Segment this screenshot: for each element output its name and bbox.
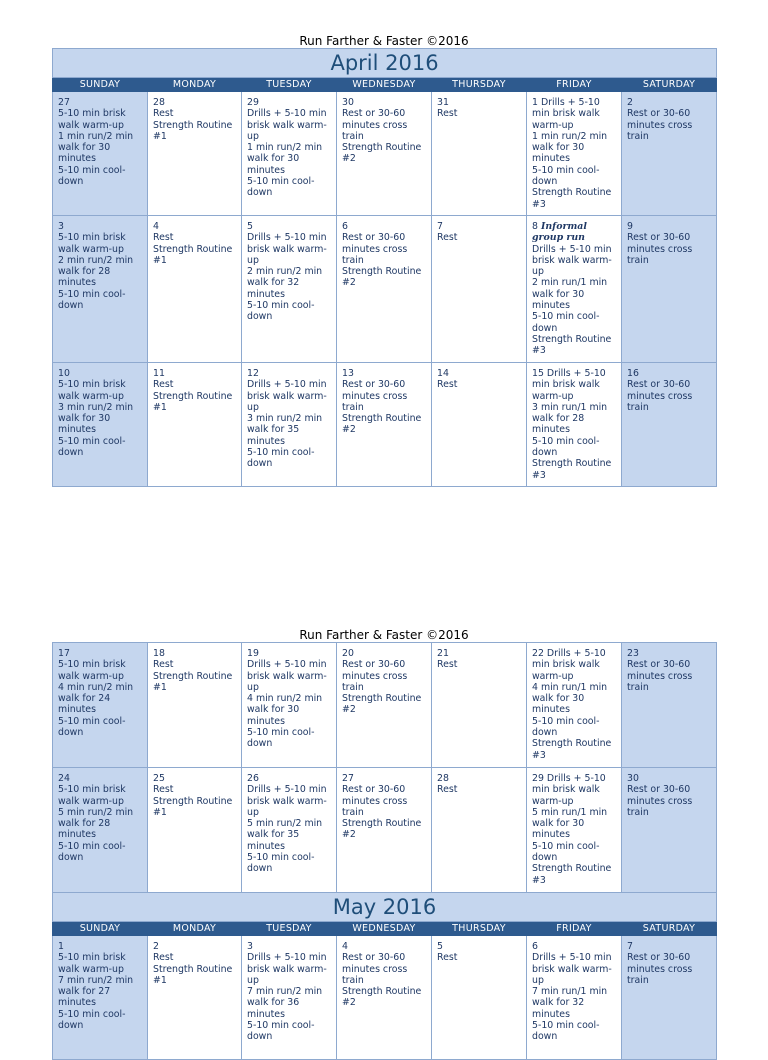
day-detail: Drills + 5-10 min brisk walk warm-up 2 min run/1 min walk for 30 minutes 5-10 min cool-down Strength Routine #3 <box>532 243 612 357</box>
page-header: Run Farther & Faster ©2016 <box>299 34 469 48</box>
day-cell: 23 Rest or 30-60 minutes cross train <box>627 648 693 693</box>
day-cell: 25 Rest Strength Routine #1 <box>153 773 233 818</box>
day-header-saturday: SATURDAY <box>622 78 717 92</box>
day-cell: 27 Rest or 30-60 minutes cross train Strength Routine #2 <box>342 773 422 841</box>
day-cell: 16 Rest or 30-60 minutes cross train <box>627 368 693 413</box>
page-header: Run Farther & Faster ©2016 <box>299 628 469 642</box>
day-cell: 3 Drills + 5-10 min brisk walk warm-up 7 min run/2 min walk for 36 minutes 5-10 min cool-down <box>247 941 327 1043</box>
day-cell: 6 Drills + 5-10 min brisk walk warm-up 7 min run/1 min walk for 32 minutes 5-10 min cool-down <box>532 941 612 1043</box>
day-header-saturday: SATURDAY <box>622 922 717 936</box>
day-cell: 7 Rest or 30-60 minutes cross train <box>627 941 693 986</box>
day-cell: 29 Drills + 5-10 min brisk walk warm-up 1 min run/2 min walk for 30 minutes 5-10 min cool-down <box>247 97 327 199</box>
calendar-april <box>52 48 717 487</box>
day-cell: 17 5-10 min brisk walk warm-up 4 min run/2 min walk for 24 minutes 5-10 min cool-down <box>58 648 134 739</box>
day-cell: 27 5-10 min brisk walk warm-up 1 min run/2 min walk for 30 minutes 5-10 min cool-down <box>58 97 134 188</box>
day-cell: 19 Drills + 5-10 min brisk walk warm-up 4 min run/2 min walk for 30 minutes 5-10 min cool-down <box>247 648 327 750</box>
day-number: 8 <box>532 221 538 232</box>
day-cell: 24 5-10 min brisk walk warm-up 5 min run/2 min walk for 28 minutes 5-10 min cool-down <box>58 773 134 864</box>
day-cell: 4 Rest Strength Routine #1 <box>153 221 233 266</box>
day-header-monday: MONDAY <box>148 922 242 936</box>
day-cell: 14 Rest <box>437 368 458 391</box>
day-cell: 18 Rest Strength Routine #1 <box>153 648 233 693</box>
day-cell: 29 Drills + 5-10 min brisk walk warm-up 5 min run/1 min walk for 30 minutes 5-10 min cool-down Strength Routine #3 <box>532 773 612 886</box>
day-cell: 13 Rest or 30-60 minutes cross train Strength Routine #2 <box>342 368 422 436</box>
day-cell: 3 5-10 min brisk walk warm-up 2 min run/2 min walk for 28 minutes 5-10 min cool-down <box>58 221 134 312</box>
day-cell: 28 Rest Strength Routine #1 <box>153 97 233 142</box>
day-header-friday: FRIDAY <box>527 922 622 936</box>
week-row <box>53 363 717 487</box>
day-header-wednesday: WEDNESDAY <box>337 78 432 92</box>
day-header-tuesday: TUESDAY <box>242 922 337 936</box>
day-cell: 11 Rest Strength Routine #1 <box>153 368 233 413</box>
week-row <box>53 936 717 1060</box>
day-cell: 20 Rest or 30-60 minutes cross train Strength Routine #2 <box>342 648 422 716</box>
day-cell: 5 Rest <box>437 941 458 964</box>
day-cell: 30 Rest or 30-60 minutes cross train <box>627 773 693 818</box>
day-header-sunday: SUNDAY <box>53 78 148 92</box>
day-cell: 21 Rest <box>437 648 458 671</box>
day-header-thursday: THURSDAY <box>432 922 527 936</box>
day-cell: 5 Drills + 5-10 min brisk walk warm-up 2 min run/2 min walk for 32 minutes 5-10 min cool-down <box>247 221 327 323</box>
day-header-wednesday: WEDNESDAY <box>337 922 432 936</box>
day-cell: 12 Drills + 5-10 min brisk walk warm-up 3 min run/2 min walk for 35 minutes 5-10 min cool-down <box>247 368 327 470</box>
day-cell: 1 Drills + 5-10 min brisk walk warm-up 1 min run/2 min walk for 30 minutes 5-10 min cool-down Strength Routine #3 <box>532 97 612 210</box>
month-title: May 2016 <box>53 893 717 922</box>
day-cell: 4 Rest or 30-60 minutes cross train Strength Routine #2 <box>342 941 422 1009</box>
day-cell: 2 Rest or 30-60 minutes cross train <box>627 97 693 142</box>
day-cell-informal-run <box>527 216 621 359</box>
day-cell: 22 Drills + 5-10 min brisk walk warm-up 4 min run/1 min walk for 30 minutes 5-10 min cool-down Strength Routine #3 <box>532 648 612 761</box>
day-cell: 30 Rest or 30-60 minutes cross train Strength Routine #2 <box>342 97 422 165</box>
informal-group-run-label: Informal group run <box>532 221 587 244</box>
calendar-april-continued <box>52 642 717 1060</box>
day-cell: 10 5-10 min brisk walk warm-up 3 min run/2 min walk for 30 minutes 5-10 min cool-down <box>58 368 134 459</box>
day-cell: 6 Rest or 30-60 minutes cross train Strength Routine #2 <box>342 221 422 289</box>
day-header-friday: FRIDAY <box>527 78 622 92</box>
week-row <box>53 92 717 216</box>
week-row <box>53 643 717 768</box>
day-cell: 7 Rest <box>437 221 458 244</box>
day-header-tuesday: TUESDAY <box>242 78 337 92</box>
day-cell: 26 Drills + 5-10 min brisk walk warm-up 5 min run/2 min walk for 35 minutes 5-10 min cool-down <box>247 773 327 875</box>
day-cell: 15 Drills + 5-10 min brisk walk warm-up 3 min run/1 min walk for 28 minutes 5-10 min cool-down Strength Routine #3 <box>532 368 612 481</box>
day-header-sunday: SUNDAY <box>53 922 148 936</box>
day-header-monday: MONDAY <box>148 78 242 92</box>
day-cell: 31 Rest <box>437 97 458 120</box>
week-row <box>53 768 717 893</box>
day-cell: 28 Rest <box>437 773 458 796</box>
day-cell: 1 5-10 min brisk walk warm-up 7 min run/2 min walk for 27 minutes 5-10 min cool-down <box>58 941 134 1032</box>
month-title: April 2016 <box>53 49 717 78</box>
day-cell: 9 Rest or 30-60 minutes cross train <box>627 221 693 266</box>
day-header-thursday: THURSDAY <box>432 78 527 92</box>
week-row <box>53 216 717 363</box>
day-cell: 2 Rest Strength Routine #1 <box>153 941 233 986</box>
